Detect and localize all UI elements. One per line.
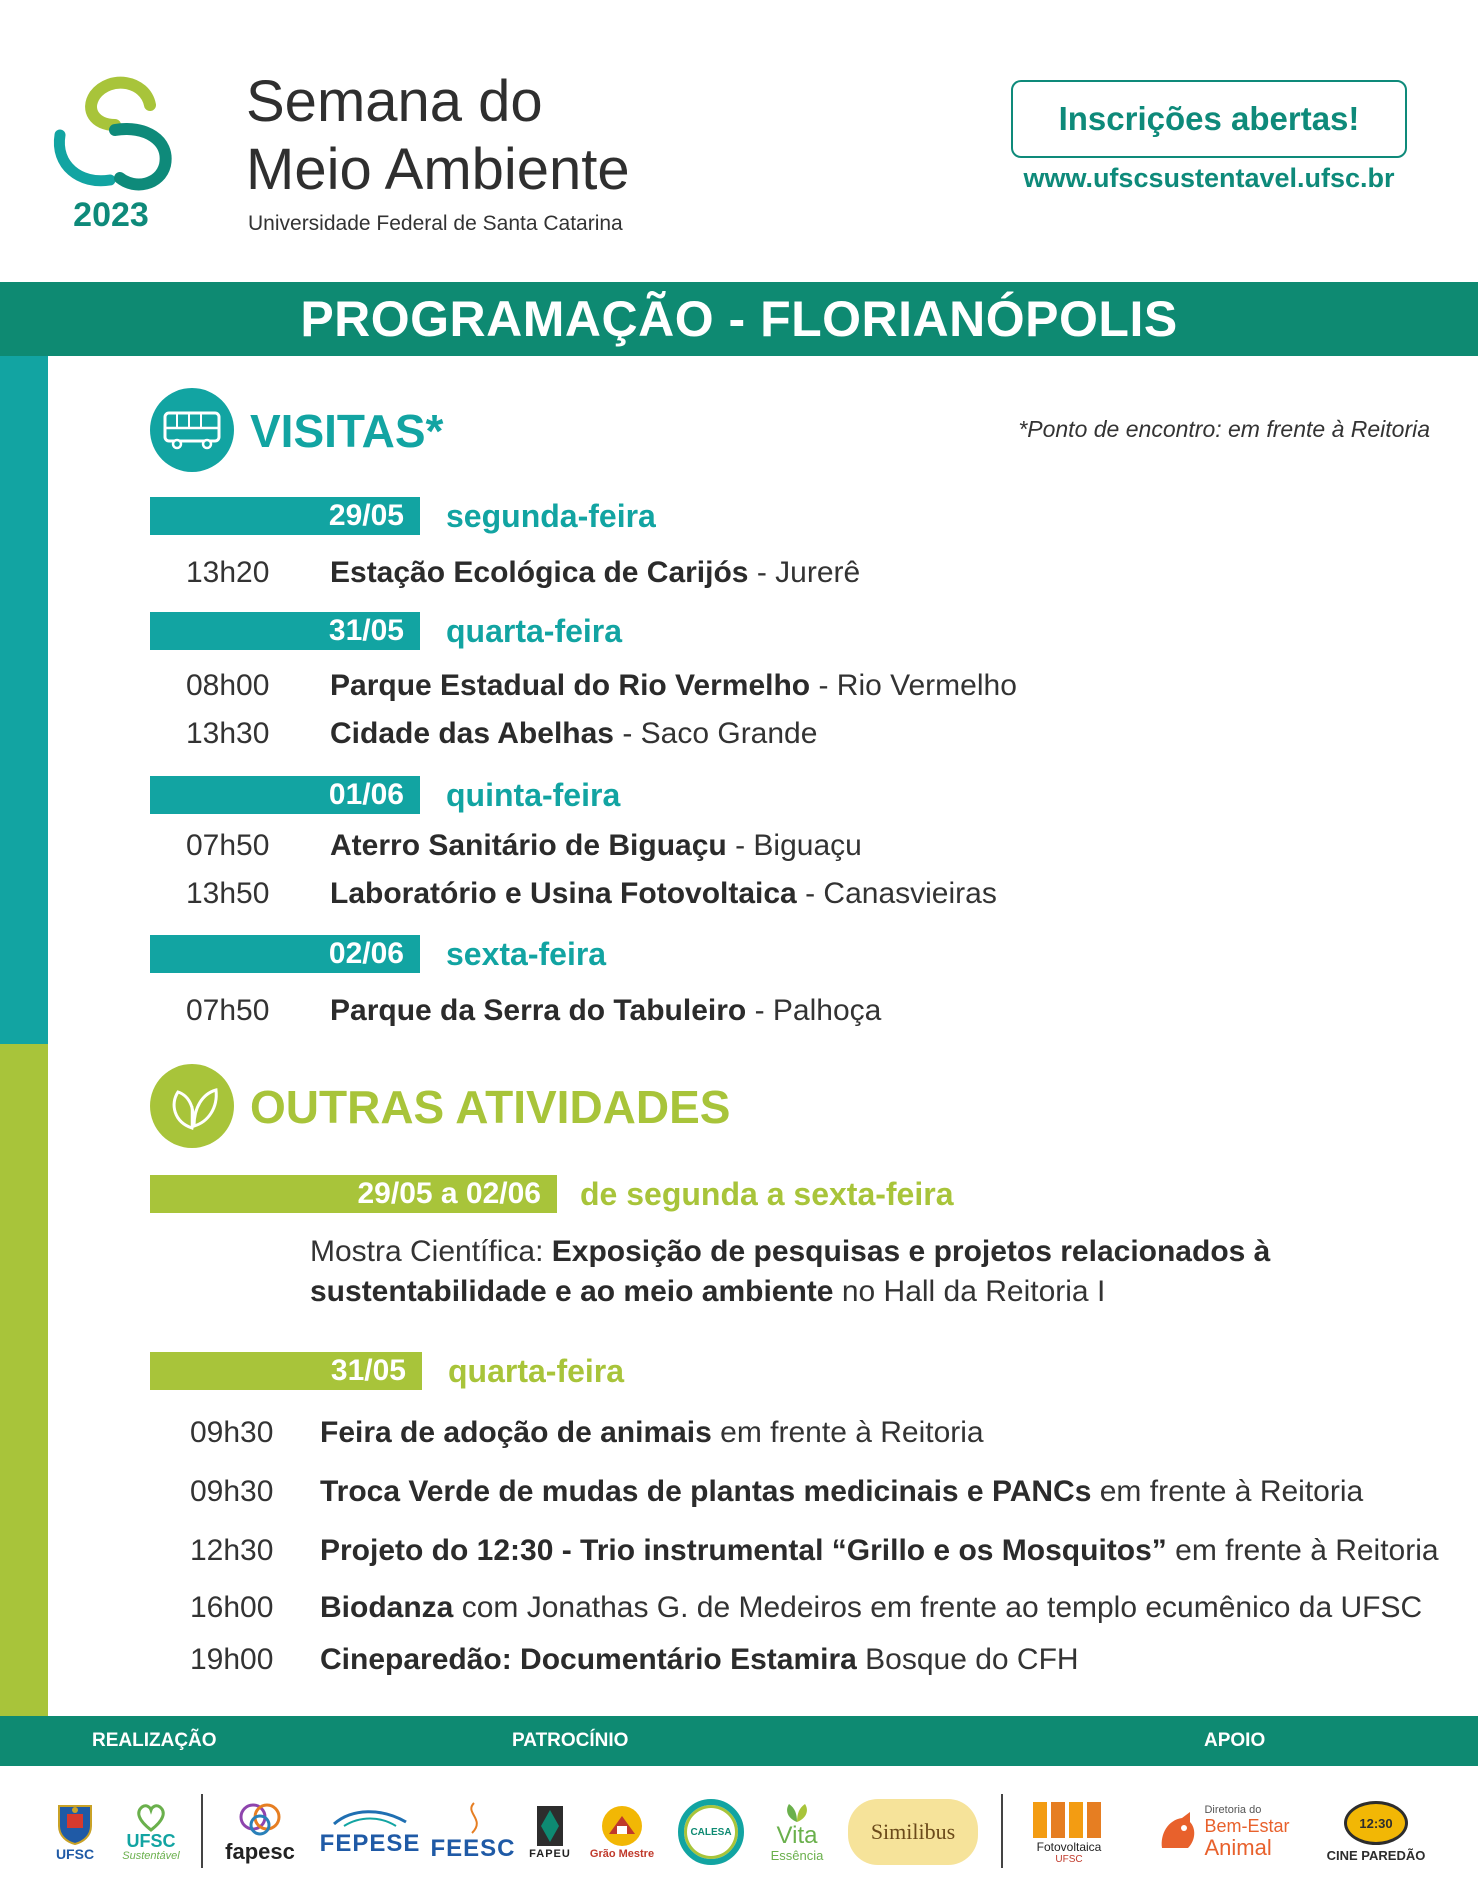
item-description: Feira de adoção de animais em frente à Reitoria [320,1416,984,1449]
item-description: Aterro Sanitário de Biguaçu - Biguaçu [330,829,862,862]
feesc-logo: FEESC [428,1792,518,1872]
bem-estar-text: Diretoria do Bem-Estar Animal [1204,1804,1290,1860]
item-time: 16h00 [190,1591,274,1624]
calesa-logo [674,1792,748,1872]
event-title-line1: Semana do [246,69,543,134]
footer-patrocinio-label: PATROCÍNIO [512,1730,629,1751]
item-time: 12h30 [190,1534,274,1567]
sprout-icon [783,1802,811,1824]
weekday-label: de segunda a sexta-feira [580,1176,954,1212]
wave-icon [330,1806,410,1830]
list-item [190,1534,1460,1574]
item-time: 13h50 [186,877,270,910]
list-item [186,669,1386,709]
item-description: Cineparedão: Documentário Estamira Bosque do CFH [320,1643,1079,1676]
website-link[interactable]: www.ufscsustentavel.ufsc.br [1023,163,1395,193]
footer-separator [201,1794,203,1868]
brain-icon [237,1799,283,1839]
vita-essencia-logo: Vita Essência [762,1792,832,1872]
solar-panel-icon [1031,1800,1107,1840]
item-time: 19h00 [190,1643,274,1676]
item-time: 09h30 [190,1416,274,1449]
event-subtitle: Universidade Federal de Santa Catarina [248,212,623,235]
item-time: 09h30 [190,1475,274,1508]
fotovoltaica-logo: Fotovoltaica UFSC [1024,1792,1114,1872]
similibus-logo [846,1792,980,1872]
date-badge: 29/05 a 02/06 [150,1175,557,1213]
cine-paredao-logo: 12:30 CINE PAREDÃO [1320,1792,1432,1872]
grao-mestre-logo: Grão Mestre [584,1792,660,1872]
visitas-heading: VISITAS* [250,405,444,457]
ufsc-logo: UFSC [46,1792,104,1872]
item-description: Parque Estadual do Rio Vermelho - Rio Vermelho [330,669,1017,702]
mostra-title: Exposição de pesquisas e projetos relacionados à sustentabilidade e ao meio ambiente [310,1235,1271,1308]
list-item [186,877,1386,917]
ufsc-crest-icon [55,1802,95,1846]
bus-icon [150,388,234,472]
event-title [246,68,630,204]
barn-icon [597,1804,647,1848]
date-badge: 01/06 [150,776,420,814]
list-item [186,994,1386,1034]
flame-icon [458,1801,488,1835]
weekday-label: quinta-feira [446,777,621,813]
list-item [186,829,1386,869]
item-description: Laboratório e Usina Fotovoltaica - Canasvieiras [330,877,997,910]
event-title-line2: Meio Ambiente [246,137,630,202]
list-item [190,1475,1460,1515]
event-logo-icon [50,70,180,200]
list-item [190,1643,1460,1683]
date-badge: 02/06 [150,935,420,973]
mostra-location: no Hall da Reitoria I [833,1275,1106,1308]
item-time: 08h00 [186,669,270,702]
item-description: Estação Ecológica de Carijós - Jurerê [330,556,861,589]
side-stripe-visitas [0,356,48,1044]
item-time: 07h50 [186,829,270,862]
item-description: Biodanza com Jonathas G. de Medeiros em frente ao templo ecumênico da UFSC [320,1591,1423,1624]
side-stripe-outras [0,1044,48,1716]
list-item [186,556,1386,596]
footer-apoio-label: APOIO [1204,1730,1266,1751]
date-badge: 29/05 [150,497,420,535]
outras-heading: OUTRAS ATIVIDADES [250,1081,731,1133]
fapesc-logo: fapesc [214,1792,306,1872]
weekday-label: quarta-feira [448,1353,625,1389]
date-badge: 31/05 [150,612,420,650]
footer-separator [1001,1794,1003,1868]
animal-icon [1156,1810,1200,1854]
heart-icon [134,1802,168,1832]
meeting-point-note: *Ponto de encontro: em frente à Reitoria [1018,416,1430,442]
item-description: Troca Verde de mudas de plantas medicinais e PANCs em frente à Reitoria [320,1475,1364,1508]
list-item [186,717,1386,757]
bem-estar-animal-logo [1138,1792,1308,1872]
projeto-1230-badge: 12:30 [1344,1801,1408,1845]
item-description: Cidade das Abelhas - Saco Grande [330,717,818,750]
pen-nib-icon [535,1804,565,1848]
registration-badge: Inscrições abertas! [1011,80,1407,158]
event-year: 2023 [73,196,149,234]
fepese-logo: FEPESE [320,1792,420,1872]
list-item [190,1416,1460,1456]
date-badge: 31/05 [150,1352,422,1390]
program-title: PROGRAMAÇÃO - FLORIANÓPOLIS [0,282,1478,356]
weekday-label: quarta-feira [446,613,623,649]
mostra-cientifica [310,1232,1360,1312]
weekday-label: segunda-feira [446,498,656,534]
leaf-icon [150,1064,234,1148]
footer-realizacao-label: REALIZAÇÃO [92,1730,217,1751]
item-description: Parque da Serra do Tabuleiro - Palhoça [330,994,882,1027]
mostra-label: Mostra Científica: [310,1235,552,1268]
event-logo [50,70,180,200]
calesa-ring-icon: CALESA [678,1799,744,1865]
similibus-badge: Similibus [848,1799,978,1865]
weekday-label: sexta-feira [446,936,607,972]
fapeu-logo: FAPEU [526,1792,574,1872]
item-time: 07h50 [186,994,270,1027]
item-time: 13h20 [186,556,270,589]
item-description: Projeto do 12:30 - Trio instrumental “Grillo e os Mosquitos” em frente à Reitoria [320,1534,1439,1567]
list-item [190,1591,1460,1631]
item-time: 13h30 [186,717,270,750]
ufsc-sustentavel-logo: UFSC Sustentável [114,1792,188,1872]
